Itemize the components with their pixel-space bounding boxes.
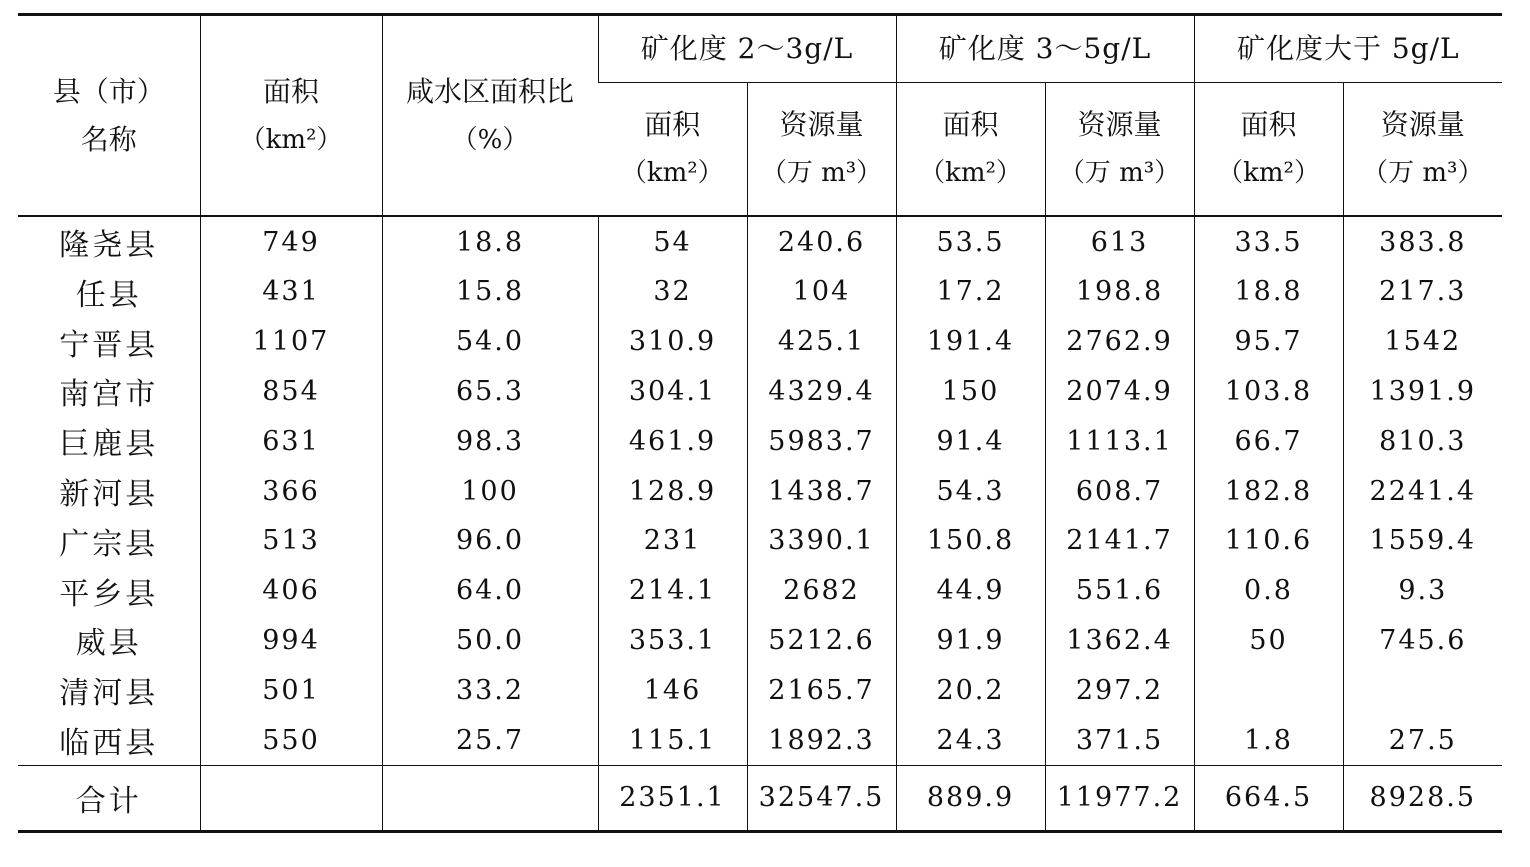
resource-3-5-cell: 551.6 [1045, 566, 1194, 616]
area-3-5-cell: 17.2 [896, 267, 1045, 317]
resource-2-3-cell: 2682 [747, 566, 896, 616]
resource-3-5-cell: 1113.1 [1045, 416, 1194, 466]
area-cell: 631 [200, 416, 382, 466]
area-2-3-cell: 115.1 [598, 715, 747, 765]
subheader-area [896, 83, 1045, 217]
area-over-5-cell: 1.8 [1194, 715, 1343, 765]
area-cell: 431 [200, 267, 382, 317]
subheader-area-unit: （km²） [919, 158, 1022, 188]
area-header-unit: （km²） [239, 124, 343, 155]
table-row [18, 616, 1502, 666]
table-row [18, 566, 1502, 616]
resource-over-5-cell: 217.3 [1343, 267, 1502, 317]
resource-2-3-cell: 1438.7 [747, 466, 896, 516]
resource-over-5-cell: 745.6 [1343, 616, 1502, 666]
saline-ratio-header-unit: （%） [451, 124, 529, 155]
county-name-cell: 平乡县 [59, 576, 159, 612]
county-name-cell: 广宗县 [59, 526, 159, 562]
area-cell: 1107 [200, 317, 382, 367]
subheader-area-label: 面积 [644, 108, 701, 141]
area-3-5-cell: 24.3 [896, 715, 1045, 765]
area-header-line1: 面积 [262, 74, 319, 108]
saline-ratio-cell: 98.3 [382, 416, 598, 466]
resource-2-3-cell: 5983.7 [747, 416, 896, 466]
county-name-cell: 任县 [75, 277, 142, 313]
area-over-5-cell: 66.7 [1194, 416, 1343, 466]
group-header-3-5: 矿化度 3～5g/L [896, 15, 1194, 83]
saline-ratio-cell: 15.8 [382, 267, 598, 317]
subheader-resource-unit: （万 m³） [1362, 158, 1484, 188]
total-resource-2-3-cell: 32547.5 [747, 765, 896, 831]
county-name-cell: 隆尧县 [59, 228, 159, 263]
saline-ratio-header-line1: 咸水区面积比 [405, 74, 574, 108]
resource-3-5-cell: 297.2 [1045, 665, 1194, 715]
county-name-cell: 南宫市 [59, 377, 159, 413]
resource-2-3-cell: 104 [747, 267, 896, 317]
area-2-3-cell: 353.1 [598, 616, 747, 666]
county-name-cell: 宁晋县 [59, 327, 159, 363]
area-cell: 366 [200, 466, 382, 516]
area-3-5-cell: 191.4 [896, 317, 1045, 367]
table-body [18, 216, 1502, 831]
saline-ratio-cell: 100 [382, 466, 598, 516]
area-2-3-cell: 128.9 [598, 466, 747, 516]
area-cell: 749 [200, 216, 382, 267]
saline-ratio-cell: 65.3 [382, 367, 598, 417]
resource-over-5-cell: 2241.4 [1343, 466, 1502, 516]
resource-3-5-cell: 608.7 [1045, 466, 1194, 516]
resource-3-5-cell: 613 [1045, 216, 1194, 267]
resource-3-5-cell: 2141.7 [1045, 516, 1194, 566]
area-3-5-cell: 91.4 [896, 416, 1045, 466]
area-header [200, 15, 382, 217]
subheader-resource [1343, 83, 1502, 217]
resource-3-5-cell: 1362.4 [1045, 616, 1194, 666]
saline-ratio-header [382, 15, 598, 217]
area-2-3-cell: 310.9 [598, 317, 747, 367]
resource-over-5-cell: 1542 [1343, 317, 1502, 367]
area-3-5-cell: 91.9 [896, 616, 1045, 666]
county-name-cell: 清河县 [59, 676, 159, 712]
subheader-area [1194, 83, 1343, 217]
area-cell: 994 [200, 616, 382, 666]
table-row [18, 715, 1502, 765]
area-over-5-cell: 33.5 [1194, 216, 1343, 267]
table-row [18, 216, 1502, 267]
saline-ratio-cell: 33.2 [382, 665, 598, 715]
area-over-5-cell: 50 [1194, 616, 1343, 666]
saline-ratio-cell: 64.0 [382, 566, 598, 616]
resource-2-3-cell: 4329.4 [747, 367, 896, 417]
table-row [18, 416, 1502, 466]
area-3-5-cell: 150.8 [896, 516, 1045, 566]
area-over-5-cell: 0.8 [1194, 566, 1343, 616]
saline-ratio-cell: 50.0 [382, 616, 598, 666]
total-area-cell [200, 765, 382, 831]
resource-over-5-cell: 27.5 [1343, 715, 1502, 765]
total-area-3-5-cell: 889.9 [896, 765, 1045, 831]
area-cell: 550 [200, 715, 382, 765]
resource-3-5-cell: 2762.9 [1045, 317, 1194, 367]
saline-ratio-cell: 54.0 [382, 317, 598, 367]
table-row [18, 317, 1502, 367]
subheader-area-unit: （km²） [620, 158, 724, 188]
area-3-5-cell: 54.3 [896, 466, 1045, 516]
resource-3-5-cell: 198.8 [1045, 267, 1194, 317]
area-3-5-cell: 150 [896, 367, 1045, 417]
subheader-resource-label: 资源量 [779, 108, 864, 141]
resource-2-3-cell: 3390.1 [747, 516, 896, 566]
subheader-resource-label: 资源量 [1380, 108, 1465, 141]
resource-over-5-cell: 9.3 [1343, 566, 1502, 616]
total-area-2-3-cell: 2351.1 [598, 765, 747, 831]
area-2-3-cell: 54 [598, 216, 747, 267]
table-row [18, 267, 1502, 317]
saline-ratio-cell: 18.8 [382, 216, 598, 267]
county-name-cell: 巨鹿县 [59, 427, 159, 463]
county-header-line2: 名称 [80, 122, 137, 156]
area-over-5-cell: 182.8 [1194, 466, 1343, 516]
area-3-5-cell: 20.2 [896, 665, 1045, 715]
resource-3-5-cell: 2074.9 [1045, 367, 1194, 417]
table-row [18, 665, 1502, 715]
resource-over-5-cell [1343, 665, 1502, 715]
table-row [18, 367, 1502, 417]
area-2-3-cell: 231 [598, 516, 747, 566]
subheader-resource-label: 资源量 [1077, 108, 1162, 141]
group-header-2-3: 矿化度 2～3g/L [598, 15, 896, 83]
county-header-line1: 县（市） [52, 74, 165, 108]
subheader-area [598, 83, 747, 217]
subheader-resource [1045, 83, 1194, 217]
table-row [18, 466, 1502, 516]
saline-ratio-cell: 96.0 [382, 516, 598, 566]
group-header-over-5: 矿化度大于 5g/L [1194, 15, 1502, 83]
area-over-5-cell: 95.7 [1194, 317, 1343, 367]
subheader-resource-unit: （万 m³） [1058, 158, 1181, 188]
resource-2-3-cell: 5212.6 [747, 616, 896, 666]
area-3-5-cell: 53.5 [896, 216, 1045, 267]
area-cell: 501 [200, 665, 382, 715]
resource-over-5-cell: 383.8 [1343, 216, 1502, 267]
subheader-area-unit: （km²） [1217, 158, 1320, 188]
table-header [18, 15, 1502, 217]
resource-2-3-cell: 2165.7 [747, 665, 896, 715]
total-saline-ratio-cell [382, 765, 598, 831]
area-over-5-cell: 18.8 [1194, 267, 1343, 317]
saline-ratio-cell: 25.7 [382, 715, 598, 765]
resource-over-5-cell: 1391.9 [1343, 367, 1502, 417]
county-name-cell: 威县 [75, 626, 142, 662]
area-2-3-cell: 304.1 [598, 367, 747, 417]
area-2-3-cell: 146 [598, 665, 747, 715]
area-over-5-cell: 103.8 [1194, 367, 1343, 417]
area-cell: 406 [200, 566, 382, 616]
resource-2-3-cell: 1892.3 [747, 715, 896, 765]
area-over-5-cell [1194, 665, 1343, 715]
county-name-cell: 临西县 [59, 726, 159, 762]
total-row [18, 765, 1502, 831]
subheader-resource-unit: （万 m³） [760, 158, 883, 188]
total-resource-over-5-cell: 8928.5 [1343, 765, 1502, 831]
area-2-3-cell: 32 [598, 267, 747, 317]
mineralization-table [18, 13, 1502, 833]
resource-over-5-cell: 1559.4 [1343, 516, 1502, 566]
resource-3-5-cell: 371.5 [1045, 715, 1194, 765]
county-name-header [18, 15, 200, 217]
area-over-5-cell: 110.6 [1194, 516, 1343, 566]
county-name-cell: 新河县 [59, 477, 159, 513]
total-resource-3-5-cell: 11977.2 [1045, 765, 1194, 831]
subheader-area-label: 面积 [1240, 108, 1297, 141]
total-area-over-5-cell: 664.5 [1194, 765, 1343, 831]
total-county-name-cell: 合计 [18, 765, 200, 831]
area-cell: 854 [200, 367, 382, 417]
area-3-5-cell: 44.9 [896, 566, 1045, 616]
subheader-resource [747, 83, 896, 217]
resource-over-5-cell: 810.3 [1343, 416, 1502, 466]
area-cell: 513 [200, 516, 382, 566]
resource-2-3-cell: 240.6 [747, 216, 896, 267]
resource-2-3-cell: 425.1 [747, 317, 896, 367]
table-row [18, 516, 1502, 566]
subheader-area-label: 面积 [942, 108, 999, 141]
area-2-3-cell: 461.9 [598, 416, 747, 466]
area-2-3-cell: 214.1 [598, 566, 747, 616]
